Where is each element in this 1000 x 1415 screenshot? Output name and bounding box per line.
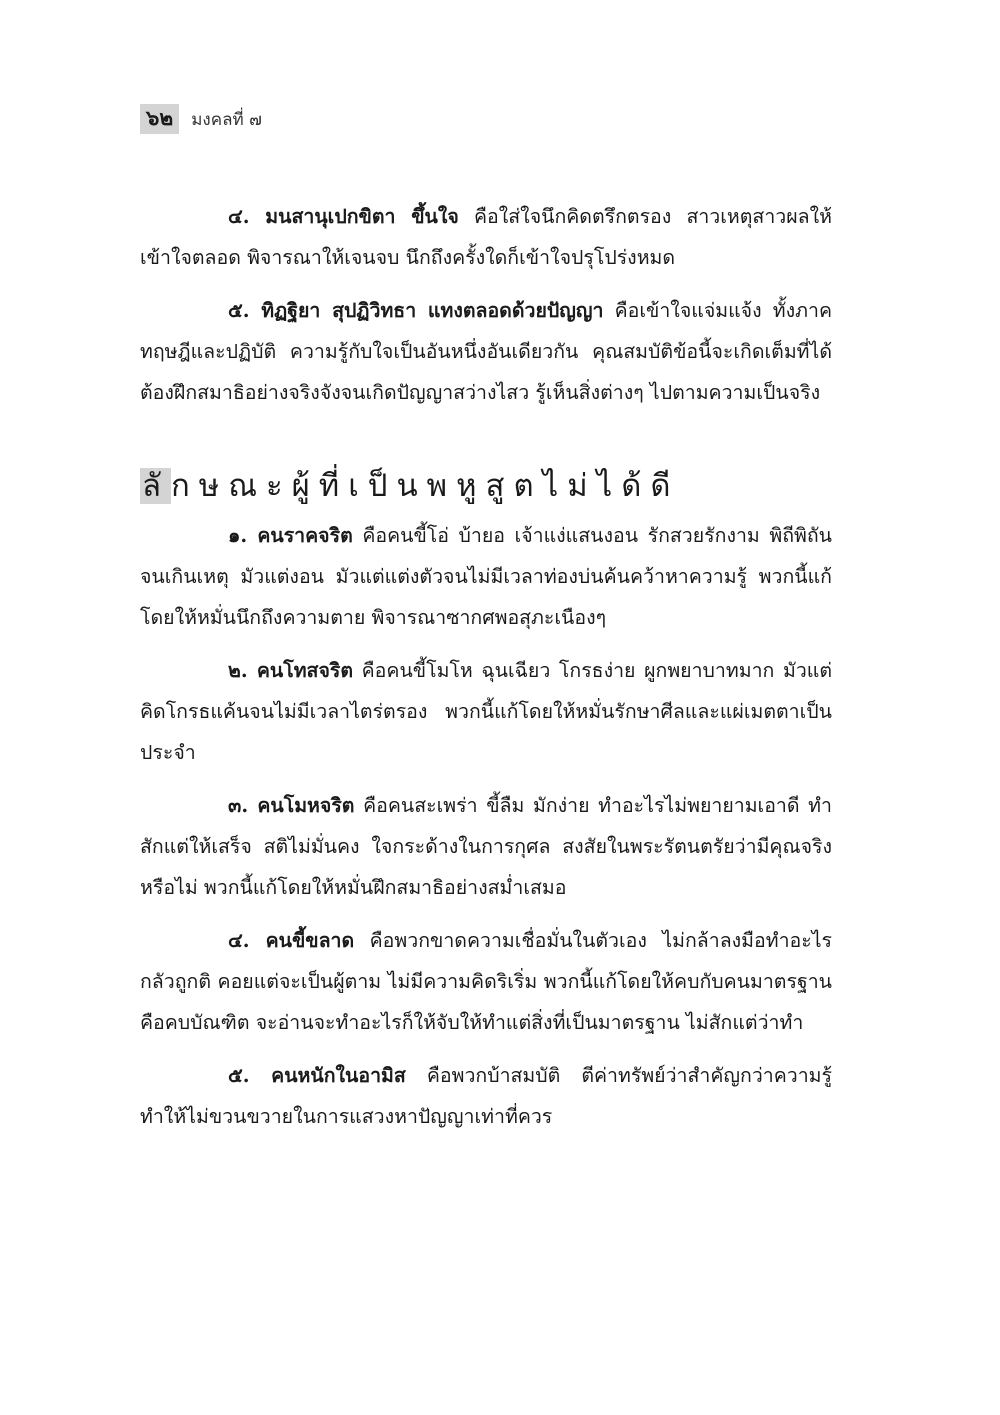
term: ๕. คนหนักในอามิส [228, 1064, 406, 1087]
heading-highlighted-letter: ลั [142, 468, 170, 504]
list-item [140, 1055, 832, 1137]
term-description: คือพวกบ้าสมบัติ ตีค่าทรัพย์ว่าสำคัญกว่าความรู้ ทำให้ไม่ขวนขวายในการแสวงหาปัญญาเท่าที่ควร [140, 1064, 832, 1128]
term: ๕. ทิฏฐิยา สุปฏิวิทธา แทงตลอดด้วยปัญญา [228, 299, 604, 322]
list-item [140, 515, 832, 638]
term: ๑. คนราคจริต [228, 524, 353, 547]
term: ๓. คนโมหจริต [228, 794, 355, 817]
list-item [140, 785, 832, 908]
list-item [140, 920, 832, 1043]
term: ๔. คนขี้ขลาด [228, 929, 355, 952]
paragraph-item-4 [140, 196, 832, 278]
term-description: คือใส่ใจนึกคิดตรึกตรอง สาวเหตุสาวผลให้เข้าใจตลอด พิจารณาให้เจนจบ นึกถึงครั้งใดก็เข้าใจปรุโปร่งหมด [140, 205, 832, 269]
term-description: คือคนขี้โมโห ฉุนเฉียว โกรธง่าย ผูกพยาบาทมาก มัวแต่คิดโกรธแค้นจนไม่มีเวลาไตร่ตรอง พวกนี้แก้โดยให้หมั่นรักษาศีลและแผ่เมตตาเป็นประจำ [140, 659, 832, 764]
term-description: คือพวกขาดความเชื่อมั่นในตัวเอง ไม่กล้าลงมือทำอะไร กลัวถูกติ คอยแต่จะเป็นผู้ตาม ไม่มีความคิดริเริ่ม พวกนี้แก้โดยให้คบกับคนมาตรฐาน คือคบบัณฑิต จะอ่านจะทำอะไรก็ให้จับให้ทำแต่สิ่งที่เป็นมาตรฐาน ไม่สักแต่ว่าทำ [140, 929, 833, 1034]
term-description: คือคนขี้โอ่ บ้ายอ เจ้าแง่แสนงอน รักสวยรักงาม พิถีพิถันจนเกินเหตุ มัวแต่งอน มัวแต่แต่งตัวจนไม่มีเวลาท่องบ่นค้นคว้าหาความรู้ พวกนี้แก้โดยให้หมั่นนึกถึงความตาย พิจารณาซากศพอสุภะเนืองๆ [140, 524, 832, 629]
heading-text: กษณะผู้ที่เป็นพหูสูตไม่ได้ดี [171, 468, 680, 504]
page-body [140, 196, 832, 1149]
term: ๒. คนโทสจริต [228, 659, 354, 682]
section-heading [140, 463, 832, 509]
term: ๔. มนสานุเปกขิตา ขึ้นใจ [228, 205, 459, 228]
list-item [140, 650, 832, 773]
term-description: คือคนสะเพร่า ขี้ลืม มักง่าย ทำอะไรไม่พยายามเอาดี ทำสักแต่ให้เสร็จ สติไม่มั่นคง ใจกระด้างในการกุศล สงสัยในพระรัตนตรัยว่ามีคุณจริงหรือไม่ พวกนี้แก้โดยให้หมั่นฝึกสมาธิอย่างสม่ำเสมอ [140, 794, 832, 899]
page-header [140, 104, 262, 134]
page-number: ๖๒ [140, 104, 179, 134]
chapter-title: มงคลที่ ๗ [191, 109, 262, 130]
term-description: คือเข้าใจแจ่มแจ้ง ทั้งภาคทฤษฎีและปฏิบัติ ความรู้กับใจเป็นอันหนึ่งอันเดียวกัน คุณสมบัติข้อนี้จะเกิดเต็มที่ได้ ต้องฝึกสมาธิอย่างจริงจังจนเกิดปัญญาสว่างไสว รู้เห็นสิ่งต่างๆ ไปตามความเป็นจริง [140, 299, 833, 404]
paragraph-item-5 [140, 290, 832, 413]
